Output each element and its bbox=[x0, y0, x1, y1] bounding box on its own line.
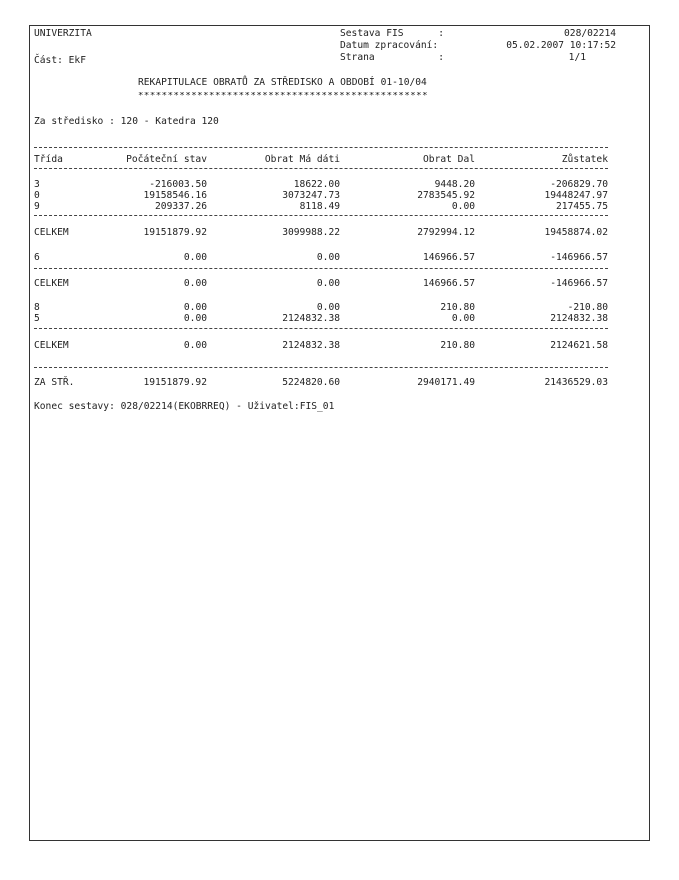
title-underline: ************************************************* bbox=[138, 92, 429, 97]
cell-credit: 2783545.92 bbox=[417, 190, 475, 201]
cell-opening: 209337.26 bbox=[155, 201, 207, 212]
cell-debit: 0.00 bbox=[316, 302, 340, 313]
page-label: Strana : bbox=[340, 52, 444, 63]
col-opening-header: Počáteční stav bbox=[126, 154, 207, 165]
cell-credit: 9448.20 bbox=[434, 179, 475, 190]
cell-debit: 18622.00 bbox=[293, 179, 340, 190]
cell-balance: 2124832.38 bbox=[550, 313, 608, 324]
cell-class: 9 bbox=[34, 201, 40, 212]
cell-class: ZA STŘ. bbox=[34, 377, 75, 388]
divider bbox=[34, 168, 608, 169]
report-end-note: Konec sestavy: 028/02214(EKOBRREQ) - Uživatel:FIS_01 bbox=[34, 401, 335, 412]
report-label: Sestava FIS : bbox=[340, 28, 444, 39]
cell-debit: 0.00 bbox=[316, 278, 340, 289]
col-debit-header: Obrat Má dáti bbox=[264, 154, 340, 165]
divider bbox=[34, 215, 608, 216]
cell-debit: 2124832.38 bbox=[282, 313, 340, 324]
report-title: REKAPITULACE OBRATŮ ZA STŘEDISKO A OBDOBÍ 01-10/04 bbox=[138, 77, 427, 88]
cell-credit: 0.00 bbox=[451, 201, 475, 212]
cell-opening: 0.00 bbox=[183, 313, 207, 324]
cell-class: CELKEM bbox=[34, 340, 69, 351]
cell-balance: 2124621.58 bbox=[550, 340, 608, 351]
cell-credit: 0.00 bbox=[451, 313, 475, 324]
cell-credit: 210.80 bbox=[440, 340, 475, 351]
col-class-header: Třída bbox=[34, 154, 63, 165]
cell-debit: 0.00 bbox=[316, 252, 340, 263]
cell-class: 8 bbox=[34, 302, 40, 313]
cell-class: 5 bbox=[34, 313, 40, 324]
cell-class: CELKEM bbox=[34, 278, 69, 289]
cell-balance: -146966.57 bbox=[550, 278, 608, 289]
cell-class: CELKEM bbox=[34, 227, 69, 238]
divider bbox=[34, 147, 608, 148]
cell-balance: 217455.75 bbox=[556, 201, 608, 212]
report-number: 028/02214 bbox=[564, 28, 616, 39]
divider bbox=[34, 367, 608, 368]
cell-opening: 0.00 bbox=[183, 302, 207, 313]
processed-date: 05.02.2007 10:17:52 bbox=[506, 40, 616, 51]
cell-balance: -146966.57 bbox=[550, 252, 608, 263]
cell-balance: 21436529.03 bbox=[544, 377, 608, 388]
cell-credit: 210.80 bbox=[440, 302, 475, 313]
divider bbox=[34, 268, 608, 269]
divider bbox=[34, 328, 608, 329]
faculty-part: Část: EkF bbox=[34, 55, 86, 66]
cost-center: Za středisko : 120 - Katedra 120 bbox=[34, 116, 219, 127]
cell-balance: -210.80 bbox=[567, 302, 608, 313]
cell-opening: -216003.50 bbox=[149, 179, 207, 190]
report-page bbox=[29, 25, 650, 841]
cell-balance: 19448247.97 bbox=[544, 190, 608, 201]
col-credit-header: Obrat Dal bbox=[423, 154, 475, 165]
university-name: UNIVERZITA bbox=[34, 28, 92, 39]
cell-credit: 146966.57 bbox=[423, 278, 475, 289]
cell-balance: 19458874.02 bbox=[544, 227, 608, 238]
cell-debit: 8118.49 bbox=[299, 201, 340, 212]
cell-opening: 19151879.92 bbox=[143, 377, 207, 388]
cell-credit: 146966.57 bbox=[423, 252, 475, 263]
cell-opening: 19151879.92 bbox=[143, 227, 207, 238]
cell-balance: -206829.70 bbox=[550, 179, 608, 190]
col-balance-header: Zůstatek bbox=[561, 154, 608, 165]
page-number: 1/1 bbox=[568, 52, 586, 63]
processed-label: Datum zpracování: bbox=[340, 40, 439, 51]
cell-opening: 19158546.16 bbox=[143, 190, 207, 201]
cell-debit: 3099988.22 bbox=[282, 227, 340, 238]
cell-debit: 2124832.38 bbox=[282, 340, 340, 351]
cell-opening: 0.00 bbox=[183, 278, 207, 289]
cell-debit: 5224820.60 bbox=[282, 377, 340, 388]
cell-class: 6 bbox=[34, 252, 40, 263]
cell-credit: 2792994.12 bbox=[417, 227, 475, 238]
cell-opening: 0.00 bbox=[183, 340, 207, 351]
cell-credit: 2940171.49 bbox=[417, 377, 475, 388]
cell-class: 0 bbox=[34, 190, 40, 201]
cell-opening: 0.00 bbox=[183, 252, 207, 263]
cell-debit: 3073247.73 bbox=[282, 190, 340, 201]
cell-class: 3 bbox=[34, 179, 40, 190]
